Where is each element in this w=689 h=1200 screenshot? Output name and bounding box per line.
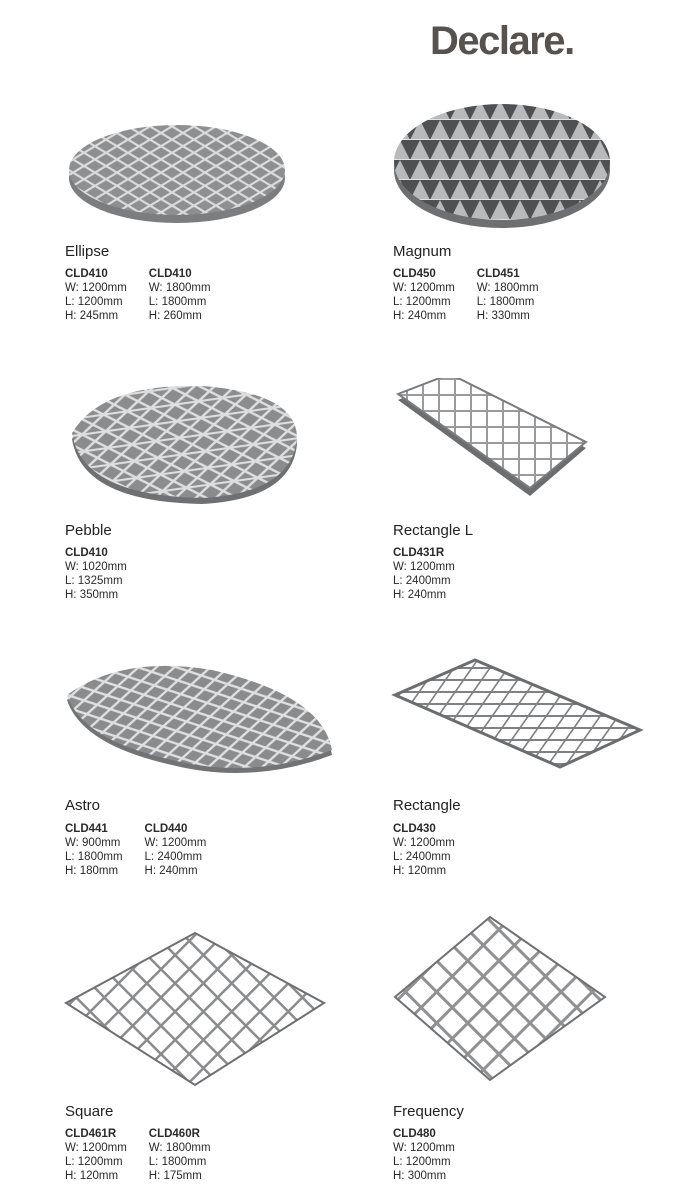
- width-spec: W: 1200mm: [144, 837, 207, 849]
- product-name: Frequency: [393, 1103, 464, 1120]
- width-spec: W: 1800mm: [148, 1142, 211, 1154]
- square-baffle-illustration: [62, 925, 332, 1090]
- product-astro: [62, 655, 352, 925]
- product-code: CLD431R: [393, 547, 445, 559]
- spec-block: [477, 267, 539, 323]
- length-spec: L: 1800mm: [65, 851, 123, 863]
- pebble-baffle-illustration: [62, 378, 302, 508]
- height-spec: H: 175mm: [148, 1170, 202, 1182]
- length-spec: L: 1200mm: [393, 1156, 451, 1168]
- product-ellipse: [62, 100, 352, 370]
- length-spec: L: 2400mm: [393, 851, 451, 863]
- brand-name: Declare: [430, 19, 565, 63]
- product-code: CLD410: [65, 268, 108, 280]
- height-spec: H: 240mm: [393, 310, 447, 322]
- length-spec: L: 1200mm: [393, 296, 451, 308]
- spec-block: [65, 546, 127, 602]
- product-name: Astro: [65, 797, 101, 814]
- length-spec: L: 1325mm: [65, 575, 123, 587]
- spec-block: [393, 267, 455, 323]
- length-spec: L: 1200mm: [65, 1156, 123, 1168]
- width-spec: W: 1800mm: [148, 282, 211, 294]
- rectangle-baffle-illustration: [390, 655, 645, 780]
- product-rectangle-l: [390, 378, 680, 648]
- width-spec: W: 1200mm: [393, 561, 455, 573]
- length-spec: L: 2400mm: [393, 575, 451, 587]
- declare-logo: [430, 16, 680, 66]
- product-code: CLD450: [393, 268, 436, 280]
- height-spec: H: 330mm: [476, 310, 530, 322]
- product-name: Magnum: [393, 243, 452, 260]
- length-spec: L: 1800mm: [148, 1156, 207, 1168]
- brand-dot: .: [564, 19, 574, 63]
- spec-list: [65, 1127, 211, 1183]
- spec-list: [65, 822, 206, 878]
- width-spec: W: 1200mm: [393, 837, 455, 849]
- magnum-baffle-illustration: [390, 100, 620, 230]
- product-name: Pebble: [65, 522, 112, 539]
- height-spec: H: 180mm: [65, 865, 119, 877]
- length-spec: L: 1800mm: [476, 296, 535, 308]
- width-spec: W: 1200mm: [393, 282, 455, 294]
- spec-block: [149, 267, 211, 323]
- frequency-baffle-illustration: [390, 912, 615, 1087]
- spec-list: [393, 822, 455, 878]
- height-spec: H: 240mm: [144, 865, 198, 877]
- spec-block: [393, 546, 455, 602]
- product-pebble: [62, 378, 352, 648]
- spec-block: [149, 1127, 211, 1183]
- product-code: CLD451: [476, 268, 520, 280]
- height-spec: H: 260mm: [148, 310, 202, 322]
- height-spec: H: 300mm: [393, 1170, 447, 1182]
- length-spec: L: 1800mm: [148, 296, 207, 308]
- height-spec: H: 120mm: [65, 1170, 119, 1182]
- product-name: Ellipse: [65, 243, 110, 260]
- height-spec: H: 120mm: [393, 865, 447, 877]
- product-code: CLD441: [65, 823, 108, 835]
- product-rectangle: [390, 655, 680, 925]
- ellipse-baffle-illustration: [62, 100, 292, 230]
- height-spec: H: 350mm: [65, 589, 119, 601]
- spec-block: [65, 822, 123, 878]
- product-name: Rectangle: [393, 797, 461, 814]
- spec-block: [145, 822, 207, 878]
- spec-list: [393, 546, 455, 602]
- width-spec: W: 1200mm: [393, 1142, 455, 1154]
- spec-list: [65, 546, 127, 602]
- product-name: Rectangle L: [393, 522, 474, 539]
- product-code: CLD410: [65, 547, 108, 559]
- height-spec: H: 245mm: [65, 310, 119, 322]
- rectangle-l-baffle-illustration: [390, 378, 590, 503]
- length-spec: L: 1200mm: [65, 296, 123, 308]
- product-code: CLD461R: [65, 1128, 117, 1140]
- spec-list: [65, 267, 211, 323]
- astro-baffle-illustration: [62, 655, 337, 780]
- length-spec: L: 2400mm: [144, 851, 203, 863]
- product-code: CLD430: [393, 823, 436, 835]
- width-spec: W: 1200mm: [65, 282, 127, 294]
- product-code: CLD460R: [148, 1128, 200, 1140]
- product-code: CLD480: [393, 1128, 436, 1140]
- product-magnum: [390, 100, 680, 370]
- height-spec: H: 240mm: [393, 589, 447, 601]
- width-spec: W: 1020mm: [65, 561, 127, 573]
- spec-list: [393, 1127, 455, 1183]
- width-spec: W: 1200mm: [65, 1142, 127, 1154]
- spec-block: [393, 822, 455, 878]
- product-code: CLD440: [144, 823, 188, 835]
- spec-block: [65, 267, 127, 323]
- product-frequency: [390, 912, 680, 1182]
- width-spec: W: 900mm: [65, 837, 121, 849]
- spec-block: [65, 1127, 127, 1183]
- spec-list: [393, 267, 539, 323]
- product-name: Square: [65, 1103, 114, 1120]
- product-code: CLD410: [148, 268, 192, 280]
- width-spec: W: 1800mm: [476, 282, 539, 294]
- product-square: [62, 925, 352, 1195]
- spec-block: [393, 1127, 455, 1183]
